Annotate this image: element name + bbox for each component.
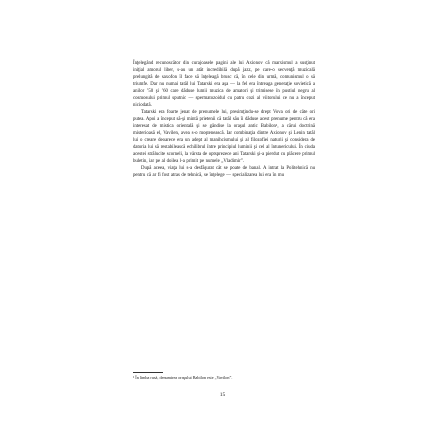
body-text [133,60,315,179]
paragraph-1: Înţelegând recunoscător din curajoasele pagini ale lui Axionov că marxismul a susţinut iniţial amorul liber, s-au un atât incredibilă după jazz, pe care-o secvenţă muzicală prelungită de saxofon îl face să înţeleagă brusc că, în cele din urmă, comunismul o să triumfe. Dar nu numai tatăl lui Tatarski era aşa — la fel era întreaga generaţie sovietică a anilor ’50 şi ’60 care dăduse lumii muzica de amatori şi trimisese în pustiul negru al cosmosului primul sputnic — spermatozoidul cu patru cozi al viitorului ce nu a început niciodată. [133,61,315,108]
page-number: 15 [219,392,226,398]
paragraph-2: Tatarski era foarte jenat de prenumele lui, presimţindu-se drept Vova ori de câte ori putea. Apoi a început să-şi mintă prietenii că tatăl său îi dăduse acest prenume pentru că era interesat de mistica orientală şi se gândise la oraşul antic Babilon¹, a cărui doctrină misterioasă el, Vavilen, avea s-o moştenească. Iar combinaţia dintre Axionov şi Lenin tatăl lui o creare deoarece era un adept al manihcismului şi al filozofiei naturii şi considera de datoria lui să restabilească echilibrul între principiul luminii şi cel al întunericului. În ciuda acestei strălucite scorneli, la vârsta de optsprezece ani Tatarski şi-a pierdut cu plăcere primul buletin, iar pe al doilea l-a primit pe numele „Vladimir”. [133,110,315,164]
footnote-divider [133,372,163,373]
paragraph-3: După aceea, viaţa lui s-a desfăşurat cât se poate de banal. A intrat la Politehnică nu pentru că ar fi fost atras de tehnică, se înţelege — specializarea lui era în mu [133,166,315,178]
footnote: ¹ În limba rusă, denumirea oraşului Babilon este „Vavilon”. [133,375,233,380]
